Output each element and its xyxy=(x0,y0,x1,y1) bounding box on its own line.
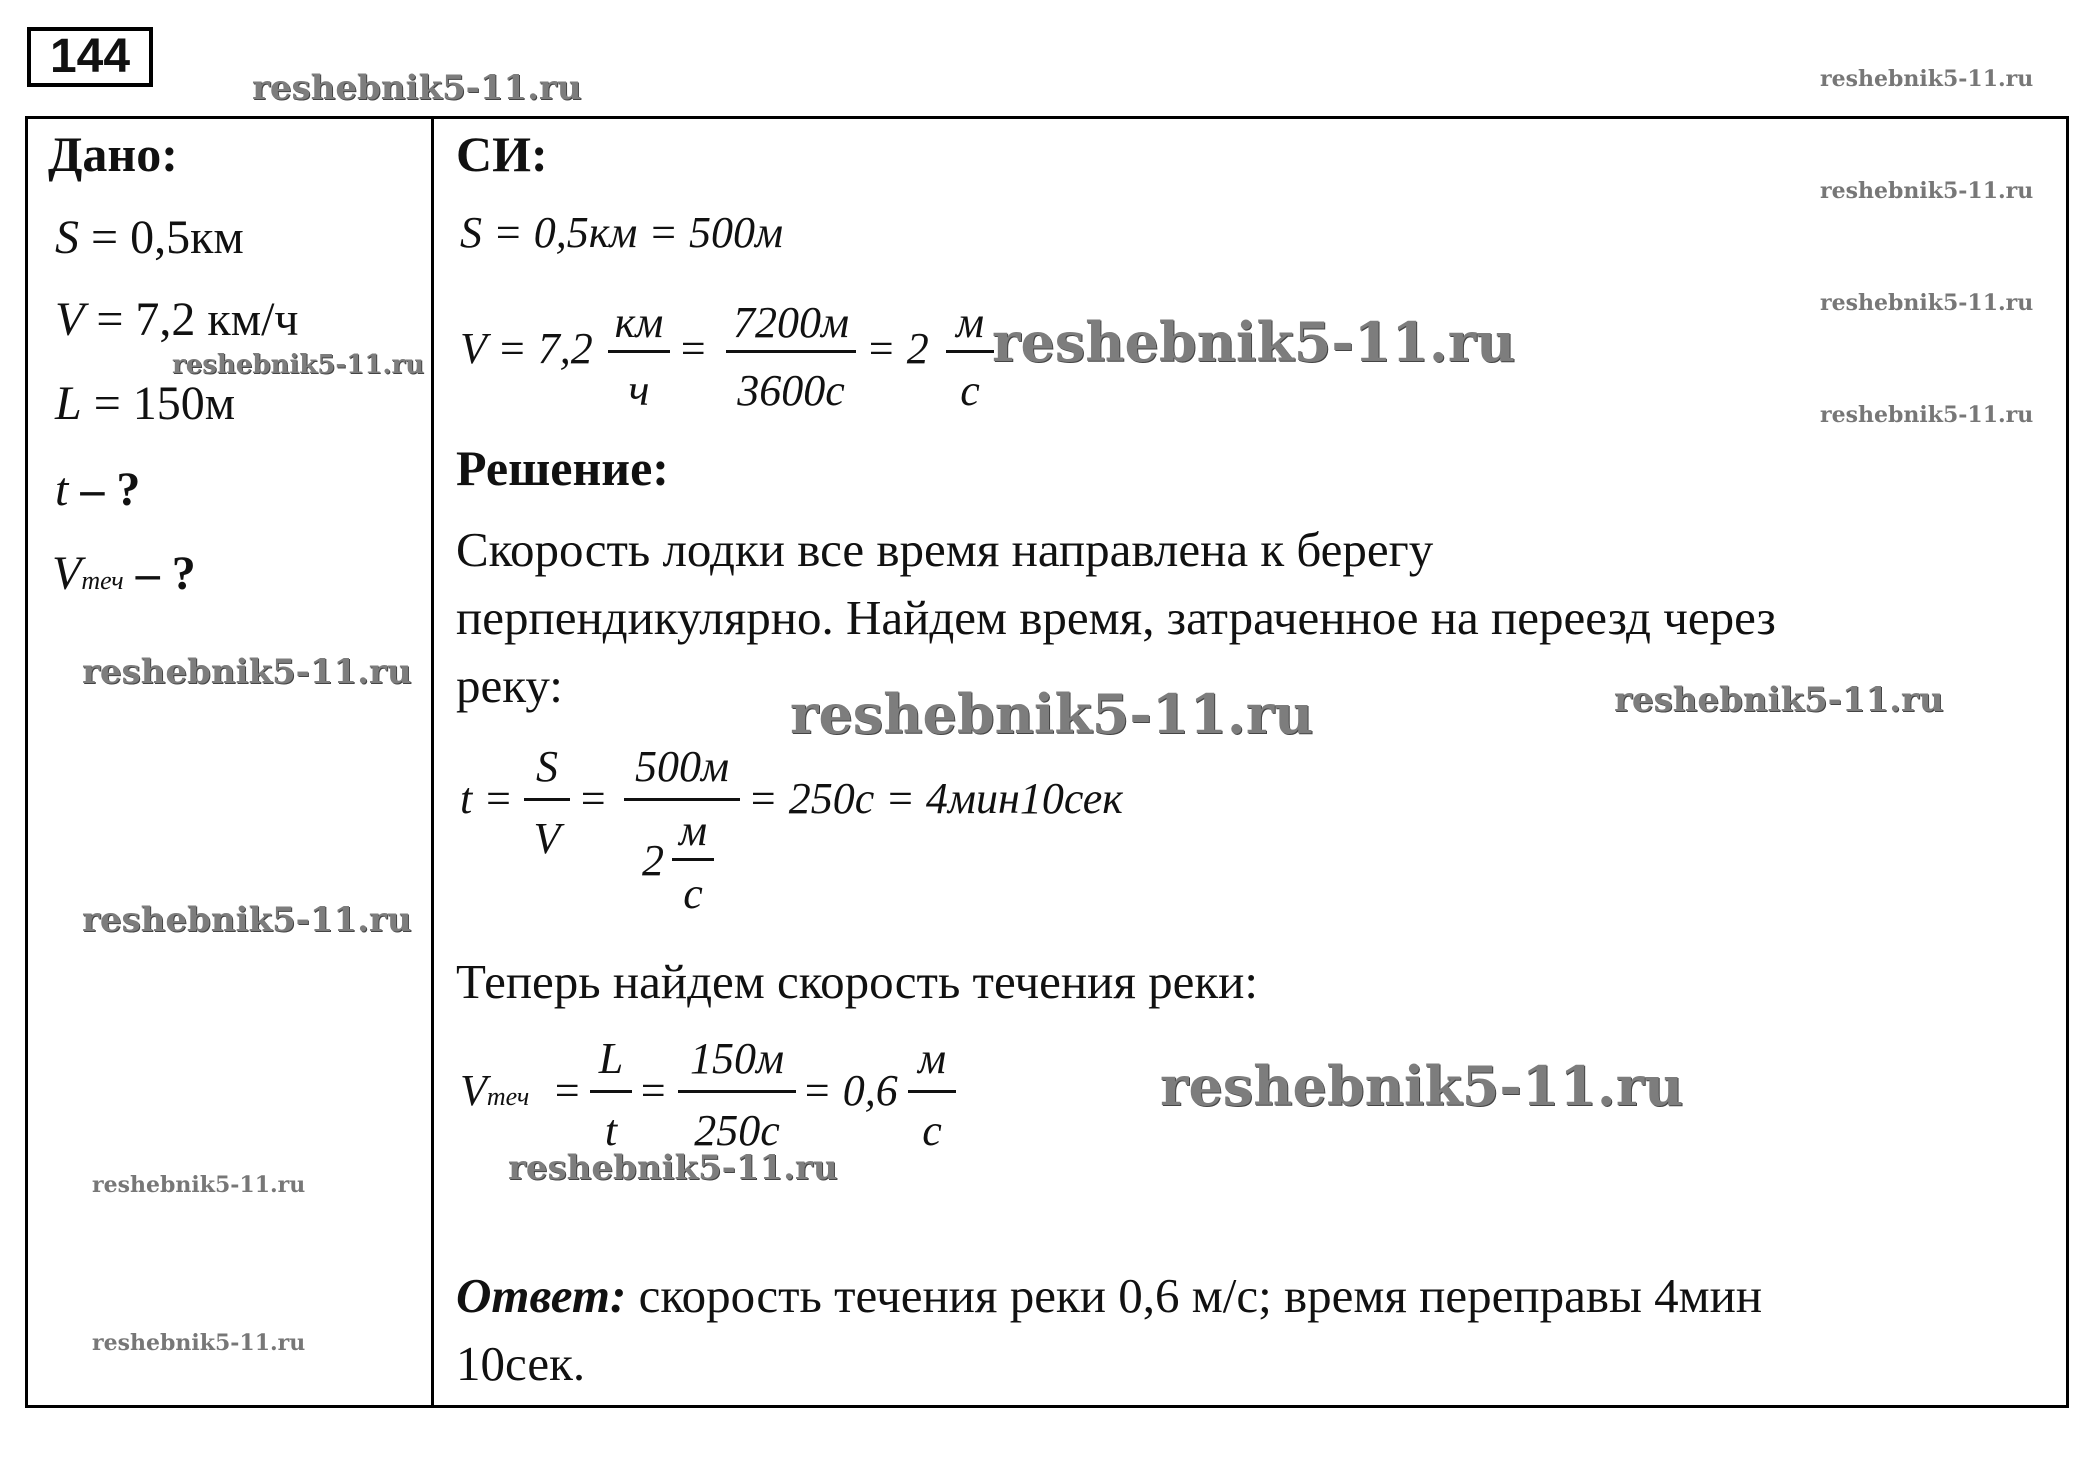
v-frac-150-250 xyxy=(678,1034,796,1156)
watermark: reshebnik5-11.ru xyxy=(92,1172,306,1198)
fraction-bar xyxy=(624,798,740,801)
given-t-value: – ? xyxy=(68,463,141,516)
t-frac-s-v xyxy=(524,742,570,864)
v-frac1-num: L xyxy=(598,1034,624,1083)
watermark: reshebnik5-11.ru xyxy=(1820,290,2034,316)
v-left xyxy=(460,1066,529,1122)
si-v-left: V = 7,2 xyxy=(460,324,593,373)
solution-para1-line2: перпендикулярно. Найдем время, затраченное на переезд через xyxy=(456,590,1776,645)
given-vtech-value: – ? xyxy=(123,547,196,600)
t-frac2-den-den: с xyxy=(683,869,703,918)
equals-sign: = xyxy=(638,1066,668,1115)
v-frac2-den: 250с xyxy=(694,1106,780,1155)
fraction-bar xyxy=(608,350,670,353)
solution-para1-line1: Скорость лодки все время направлена к берегу xyxy=(456,522,1434,577)
given-l xyxy=(55,378,235,430)
t-frac1-num: S xyxy=(536,742,558,791)
given-vtech-sub: теч xyxy=(81,566,124,595)
given-t-symbol: t xyxy=(55,463,69,516)
watermark: reshebnik5-11.ru xyxy=(1820,178,2034,204)
v-frac-ms xyxy=(908,1034,956,1156)
equals-sign: = xyxy=(552,1066,582,1115)
equals-sign: = xyxy=(678,324,708,373)
si-frac3-num: м xyxy=(955,298,985,347)
watermark: reshebnik5-11.ru xyxy=(992,310,1516,374)
given-v-value: = 7,2 км/ч xyxy=(84,293,299,346)
given-t xyxy=(55,464,140,516)
fraction-bar xyxy=(726,350,856,353)
v-left-symbol: V xyxy=(460,1066,487,1115)
watermark: reshebnik5-11.ru xyxy=(508,1148,838,1188)
watermark: reshebnik5-11.ru xyxy=(82,652,412,692)
fraction-bar xyxy=(678,1090,796,1093)
solution-para1-line3: реку: xyxy=(456,658,563,713)
equals-sign: = xyxy=(578,774,608,823)
answer-text: скорость течения реки 0,6 м/с; время переправы 4мин xyxy=(626,1268,1763,1323)
given-l-symbol: L xyxy=(55,377,82,430)
t-frac2-den-num: м xyxy=(678,806,708,855)
t-frac-500-2ms xyxy=(624,742,740,918)
watermark: reshebnik5-11.ru xyxy=(1160,1054,1684,1118)
fraction-bar xyxy=(946,350,994,353)
si-frac3-den: с xyxy=(960,366,980,415)
watermark: reshebnik5-11.ru xyxy=(252,68,582,108)
answer-line2: 10сек. xyxy=(456,1336,586,1391)
fraction-bar xyxy=(908,1090,956,1093)
watermark: reshebnik5-11.ru xyxy=(1820,402,2034,428)
watermark: reshebnik5-11.ru xyxy=(172,350,425,380)
fraction-bar xyxy=(590,1090,632,1093)
given-s-value: = 0,5км xyxy=(79,211,244,264)
solution-para2: Теперь найдем скорость течения реки: xyxy=(456,954,1259,1009)
watermark: reshebnik5-11.ru xyxy=(92,1330,306,1356)
si-frac-kmh-den: ч xyxy=(628,366,650,415)
t-frac2-den-int: 2 xyxy=(642,836,664,885)
t-left: t = xyxy=(460,774,513,823)
v-frac2-num: 150м xyxy=(689,1034,785,1083)
si-frac-7200-3600 xyxy=(726,298,856,416)
given-l-value: = 150м xyxy=(81,377,236,430)
watermark: reshebnik5-11.ru xyxy=(790,682,1314,746)
current-velocity-formula xyxy=(456,1034,1056,1164)
si-line-s: S = 0,5км = 500м xyxy=(460,208,784,257)
v-frac3-num: м xyxy=(917,1034,947,1083)
si-frac2-num: 7200м xyxy=(732,298,850,347)
solution-header: Решение: xyxy=(456,440,669,496)
si-frac2-den: 3600с xyxy=(737,366,845,415)
given-s xyxy=(55,212,244,264)
t-result: = 250с = 4мин10сек xyxy=(748,774,1123,823)
t-frac2-den-frac xyxy=(672,806,714,919)
si-frac-ms xyxy=(946,298,994,416)
answer-line1 xyxy=(456,1262,1762,1330)
watermark: reshebnik5-11.ru xyxy=(1820,66,2034,92)
problem-number: 144 xyxy=(27,27,153,87)
si-result-int: = 2 xyxy=(866,324,929,373)
given-vtech xyxy=(52,548,196,607)
given-vtech-symbol: V xyxy=(52,547,82,600)
si-frac-kmh xyxy=(608,298,670,416)
given-v xyxy=(55,294,299,346)
given-header: Дано: xyxy=(48,126,178,182)
si-frac-kmh-num: км xyxy=(614,298,664,347)
v-frac1-den: t xyxy=(604,1106,618,1155)
v-result: = 0,6 xyxy=(802,1066,898,1115)
given-v-symbol: V xyxy=(55,293,85,346)
t-frac1-den: V xyxy=(533,814,561,863)
column-divider xyxy=(431,116,434,1408)
fraction-bar xyxy=(524,798,570,801)
v-left-sub: теч xyxy=(486,1082,530,1111)
si-header: СИ: xyxy=(456,126,548,182)
watermark: reshebnik5-11.ru xyxy=(1614,680,1944,720)
v-frac-l-t xyxy=(590,1034,632,1156)
time-formula xyxy=(456,742,1176,932)
answer-label: Ответ: xyxy=(456,1268,627,1323)
fraction-bar xyxy=(672,858,714,861)
t-frac2-num: 500м xyxy=(634,742,730,791)
given-s-symbol: S xyxy=(55,211,79,264)
watermark: reshebnik5-11.ru xyxy=(82,900,412,940)
v-frac3-den: с xyxy=(922,1106,942,1155)
